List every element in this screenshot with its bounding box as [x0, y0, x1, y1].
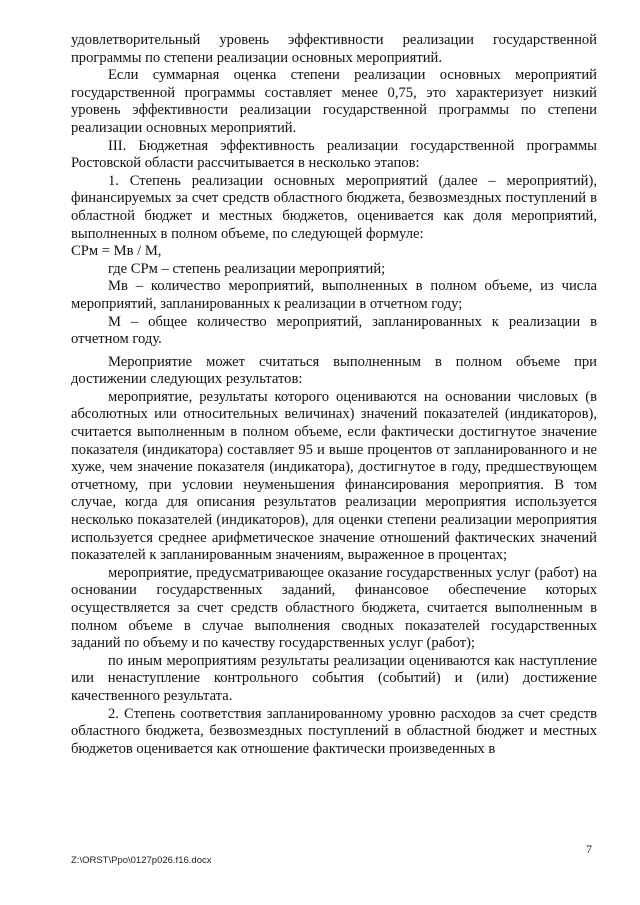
paragraph-12: 2. Степень соответствия запланированному уровню расходов за счет средств областного бюджета, безвозмездных поступлений в областной бюджет и местных бюджетов оценивается как отношение фактически произведенных в	[71, 705, 597, 757]
paragraph-9: мероприятие, результаты которого оцениваются на основании числовых (в абсолютных или относительных величинах) значений показателей (индикаторов), считается выполненным в полном объеме, если фактически достигнутое значение показателя (индикатора) составляет 95 и выше процентов от запланированного и не хуже, чем значение показателя (индикатора), достигнутое в году, предшествующем отчетному, при условии неуменьшения финансирования мероприятия. В том случае, когда для описания результатов реализации мероприятия используется несколько показателей (индикаторов), для оценки степени реализации мероприятия используется среднее арифметическое значение отношений фактических значений показателей к запланированным значениям, выраженное в процентах;	[71, 388, 597, 564]
formula: СРм = Мв / М,	[71, 243, 162, 260]
paragraph-5: где СРм – степень реализации мероприятий;	[108, 260, 386, 277]
paragraph-3: III. Бюджетная эффективность реализации государственной программы Ростовской области рассчитывается в несколько этапов:	[71, 137, 597, 172]
paragraph-2: Если суммарная оценка степени реализации основных мероприятий государственной программы составляет менее 0,75, это характеризует низкий уровень эффективности реализации государственной программы по степени реализации основных мероприятий.	[71, 67, 597, 136]
paragraph-8: Мероприятие может считаться выполненным в полном объеме при достижении следующих результатов:	[71, 353, 597, 388]
paragraph-7: М – общее количество мероприятий, запланированных к реализации в отчетном году.	[71, 313, 597, 348]
paragraph-10: мероприятие, предусматривающее оказание государственных услуг (работ) на основании государственных заданий, финансовое обеспечение которых осуществляется за счет средств областного бюджета, считается выполненным в полном объеме в случае выполнения сводных показателей государственных заданий по объему и по качеству государственных услуг (работ);	[71, 564, 597, 652]
paragraph-6: Мв – количество мероприятий, выполненных в полном объеме, из числа мероприятий, запланированных к реализации в отчетном году;	[71, 278, 597, 312]
document-body	[71, 32, 597, 758]
file-path: Z:\ORST\Ppo\0127p026.f16.docx	[71, 855, 212, 866]
paragraph-11: по иным мероприятиям результаты реализации оцениваются как наступление или ненаступление контрольного события (событий) и (или) достижение качественного результата.	[71, 652, 597, 704]
paragraph-1: удовлетворительный уровень эффективности реализации государственной программы по степени реализации основных мероприятий.	[71, 32, 597, 66]
page-number: 7	[586, 842, 592, 856]
paragraph-4: 1. Степень реализации основных мероприятий (далее – мероприятий), финансируемых за счет средств областного бюджета, безвозмездных поступлений в областной бюджет и местных бюджетов, оценивается как доля мероприятий, выполненных в полном объеме, по следующей формуле:	[71, 172, 597, 242]
